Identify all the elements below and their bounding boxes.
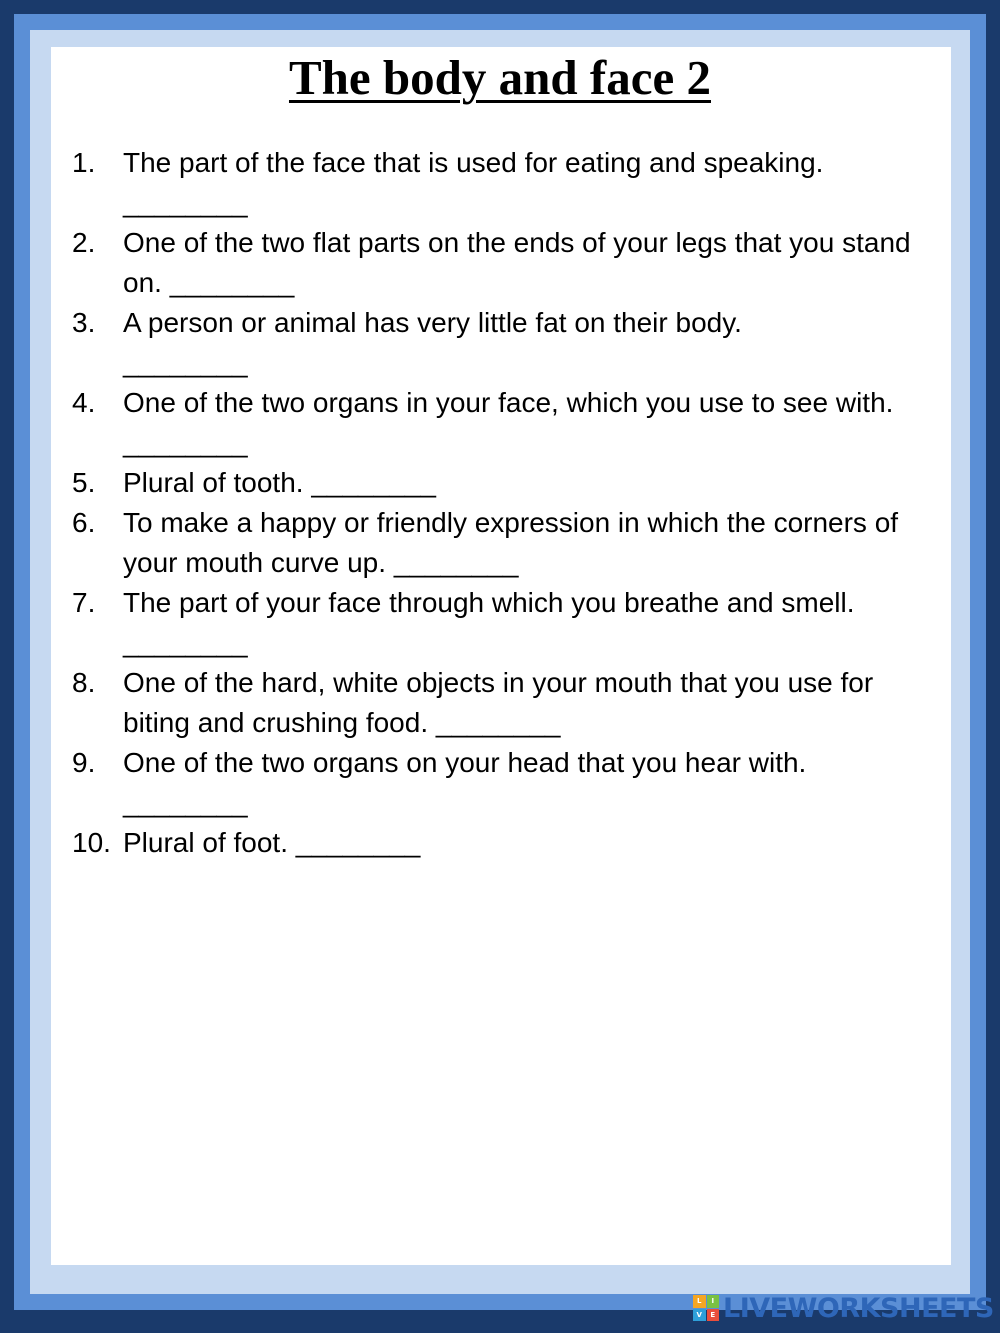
answer-blank[interactable]: ________	[123, 347, 248, 378]
question-item	[72, 383, 942, 463]
question-item	[72, 503, 942, 583]
question-text: One of the hard, white objects in your mouth that you use for biting and crushing food.	[123, 667, 874, 738]
question-text: The part of the face that is used for eating and speaking.	[123, 147, 824, 178]
answer-blank[interactable]: ________	[123, 187, 248, 218]
question-item	[72, 663, 942, 743]
question-text: To make a happy or friendly expression in which the corners of your mouth curve up.	[123, 507, 899, 578]
answer-blank[interactable]: ________	[311, 467, 436, 498]
question-item	[72, 743, 942, 823]
question-number: 1.	[72, 147, 96, 178]
answer-blank[interactable]: ________	[123, 787, 248, 818]
liveworksheets-logo-icon	[693, 1295, 719, 1321]
question-number: 5.	[72, 467, 96, 498]
logo-tile: V	[693, 1309, 706, 1322]
liveworksheets-watermark	[693, 1293, 994, 1323]
watermark-text: LIVEWORKSHEETS	[723, 1292, 994, 1324]
question-number: 10.	[72, 827, 111, 858]
question-text: One of the two flat parts on the ends of your legs that you stand on.	[123, 227, 911, 298]
question-item	[72, 823, 942, 863]
answer-blank[interactable]: ________	[123, 427, 248, 458]
question-text: The part of your face through which you breathe and smell.	[123, 587, 855, 618]
question-number: 4.	[72, 387, 96, 418]
question-number: 9.	[72, 747, 96, 778]
question-text: Plural of foot.	[123, 827, 288, 858]
question-item	[72, 223, 942, 303]
question-item	[72, 583, 942, 663]
question-item	[72, 143, 942, 223]
answer-blank[interactable]: ________	[393, 547, 519, 578]
question-number: 7.	[72, 587, 96, 618]
question-number: 6.	[72, 507, 96, 538]
question-text: One of the two organs in your face, which you use to see with.	[123, 387, 894, 418]
question-text: Plural of tooth.	[123, 467, 304, 498]
answer-blank[interactable]: ________	[123, 627, 248, 658]
logo-tile: I	[707, 1295, 720, 1308]
logo-tile: E	[707, 1309, 720, 1322]
question-text: A person or animal has very little fat on their body.	[123, 307, 742, 338]
question-number: 8.	[72, 667, 96, 698]
worksheet-title-wrap	[0, 48, 1000, 108]
answer-blank[interactable]: ________	[435, 707, 561, 738]
worksheet-title: The body and face 2	[288, 50, 711, 105]
question-number: 3.	[72, 307, 96, 338]
question-item	[72, 463, 942, 503]
answer-blank[interactable]: ________	[295, 827, 421, 858]
question-number: 2.	[72, 227, 96, 258]
question-item	[72, 303, 942, 383]
question-list	[72, 143, 942, 863]
answer-blank[interactable]: ________	[169, 267, 295, 298]
logo-tile: L	[693, 1295, 706, 1308]
question-text: One of the two organs on your head that you hear with.	[123, 747, 807, 778]
